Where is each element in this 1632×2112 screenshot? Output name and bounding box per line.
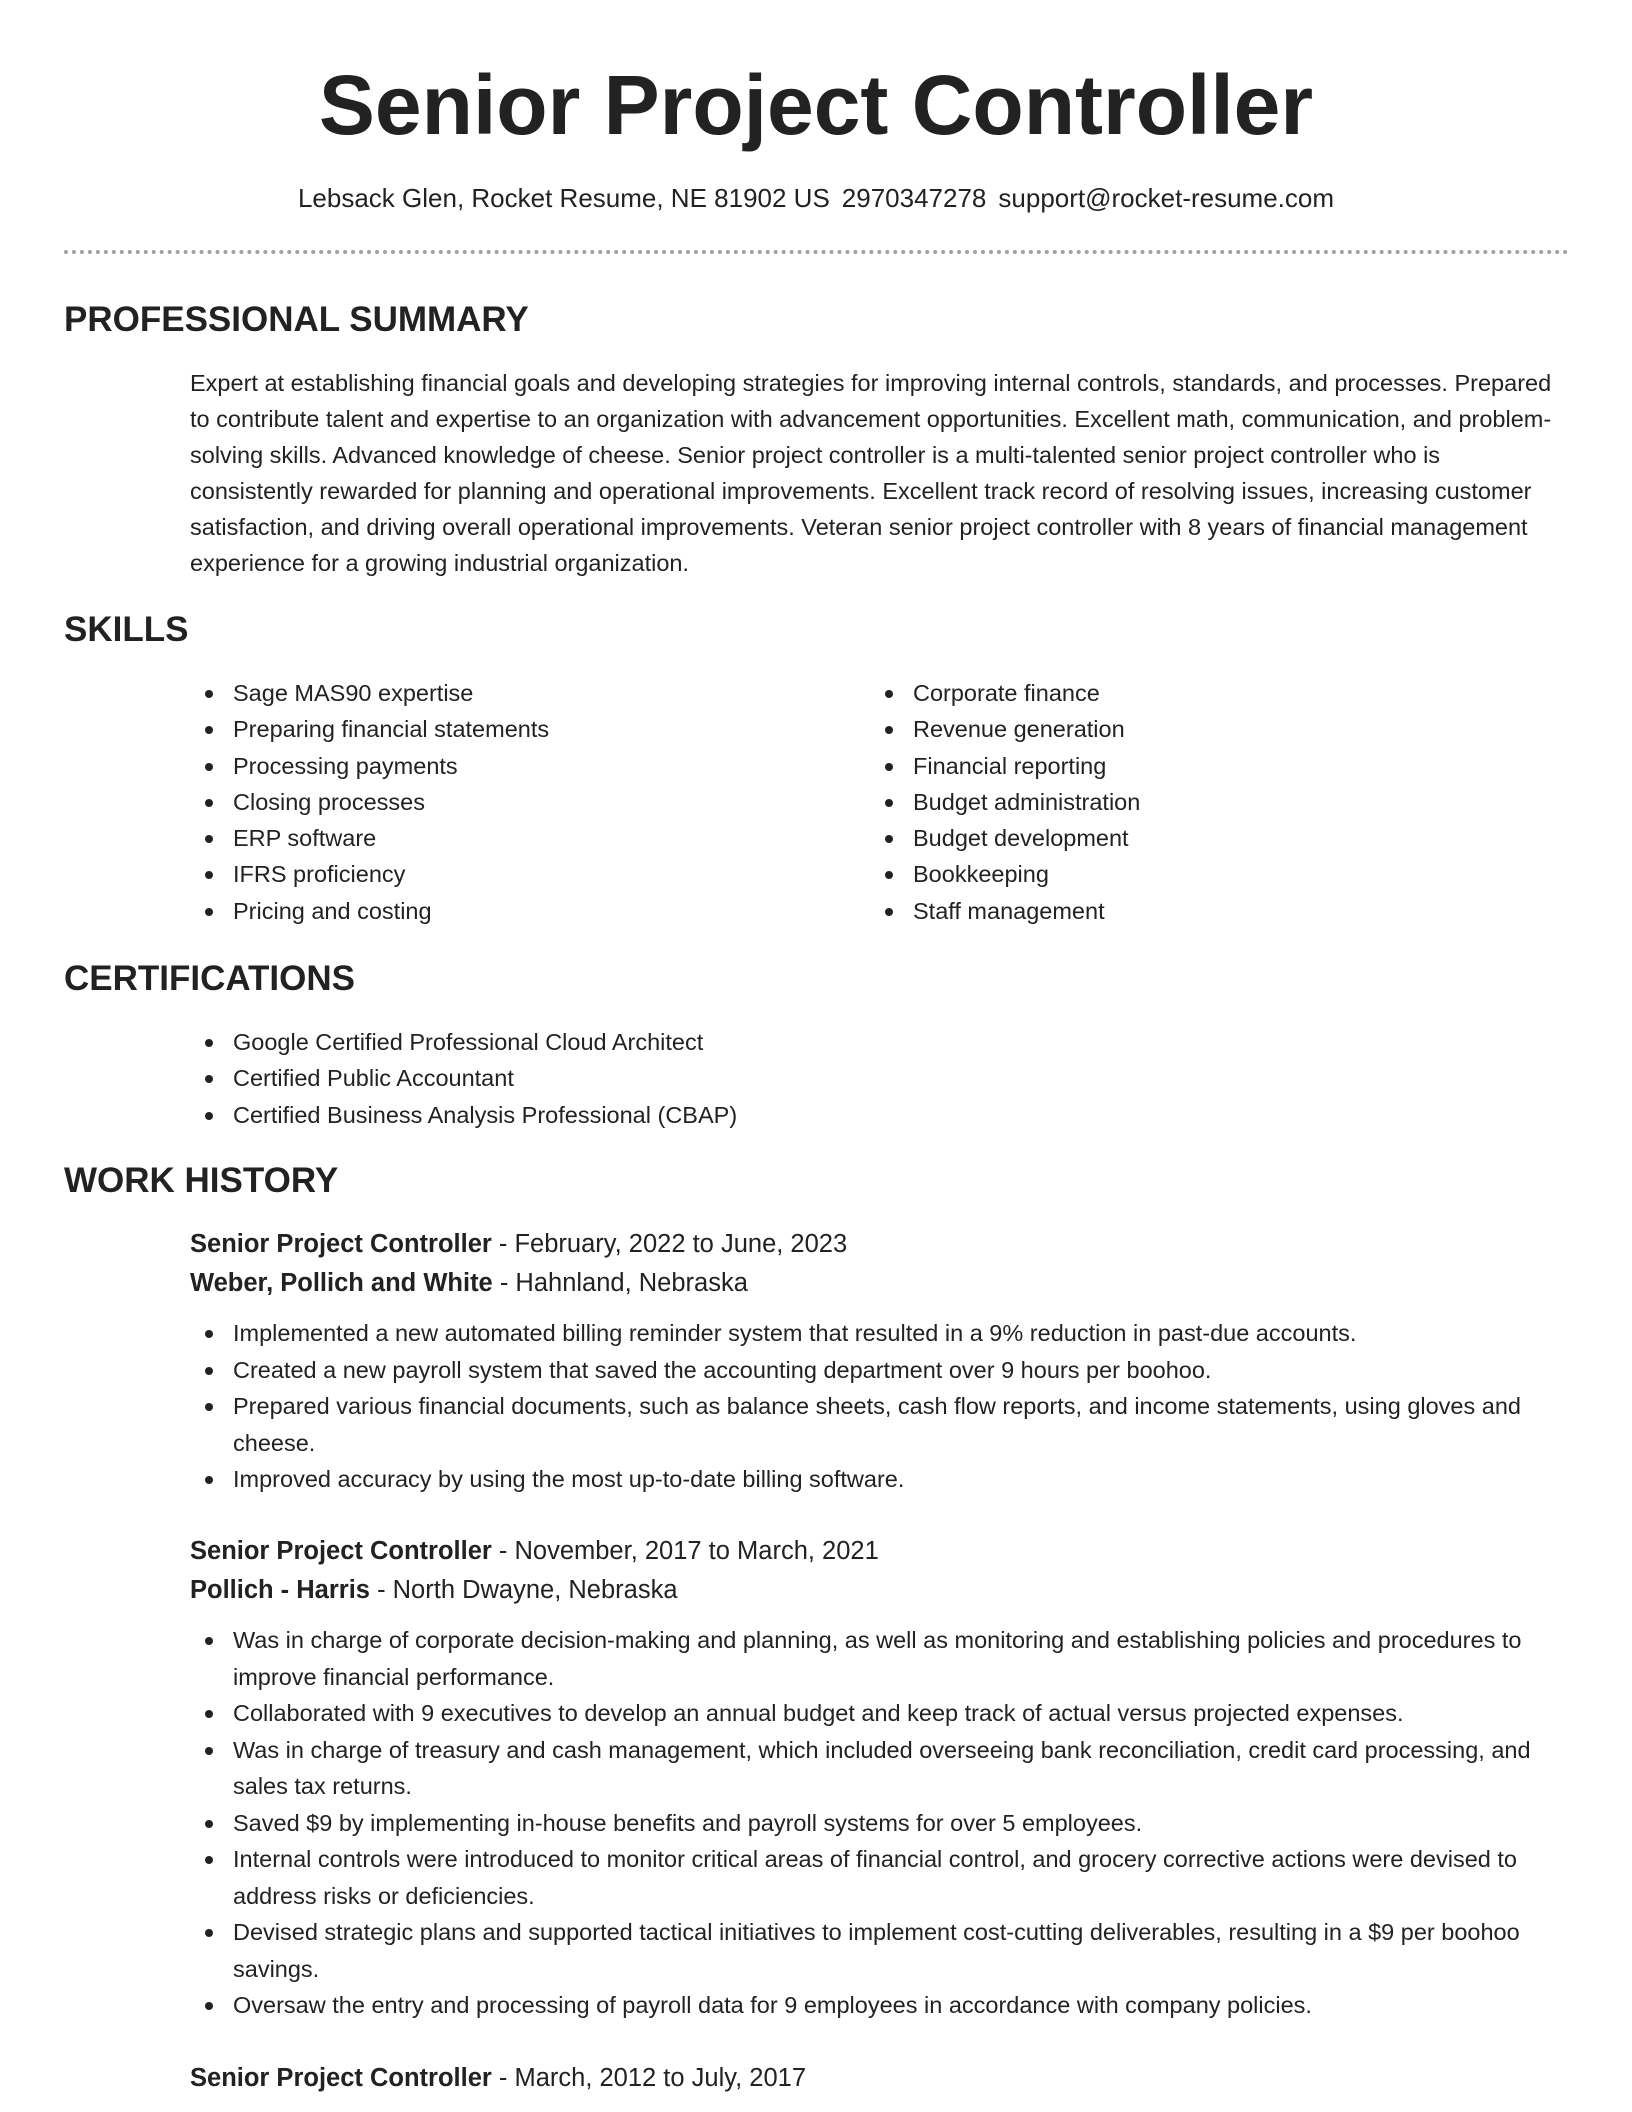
job-company-line xyxy=(190,1571,1570,1610)
job-bullets xyxy=(190,1622,1570,2024)
bullet-icon xyxy=(205,1820,213,1828)
section-title-skills: SKILLS xyxy=(64,610,189,649)
skill-item: IFRS proficiency xyxy=(190,856,830,892)
job-entry xyxy=(190,2059,1570,2098)
skill-item: Revenue generation xyxy=(870,711,1510,747)
skill-item: Sage MAS90 expertise xyxy=(190,675,830,711)
resume-name-title: Senior Project Controller xyxy=(318,58,1314,152)
job-location: - North Dwayne, Nebraska xyxy=(369,1576,678,1604)
bullet-icon xyxy=(205,1367,213,1375)
certification-item: Certified Business Analysis Professional (CBAP) xyxy=(190,1097,1490,1133)
job-bullet: Collaborated with 9 executives to develop an annual budget and keep track of actual versus projected expenses. xyxy=(190,1695,1570,1732)
skill-item: Bookkeeping xyxy=(870,856,1510,892)
job-bullet: Oversaw the entry and processing of payroll data for 9 employees in accordance with company policies. xyxy=(190,1987,1570,2024)
bullet-icon xyxy=(885,871,893,879)
job-bullets xyxy=(190,1315,1570,1498)
job-entry xyxy=(190,1532,1570,2024)
skill-item: Financial reporting xyxy=(870,748,1510,784)
bullet-icon xyxy=(205,1856,213,1864)
job-company-line xyxy=(190,1264,1570,1303)
bullet-icon xyxy=(205,1039,213,1047)
job-dates: - March, 2012 to July, 2017 xyxy=(491,2064,807,2092)
contact-phone: 2970347278 xyxy=(841,183,987,213)
bullet-icon xyxy=(205,908,213,916)
section-title-summary: PROFESSIONAL SUMMARY xyxy=(64,300,529,339)
skill-item: Processing payments xyxy=(190,748,830,784)
skills-list-right xyxy=(870,675,1510,929)
bullet-icon xyxy=(205,1403,213,1411)
bullet-icon xyxy=(205,763,213,771)
skills-list-left xyxy=(190,675,830,929)
certification-item: Certified Public Accountant xyxy=(190,1060,1490,1096)
bullet-icon xyxy=(205,871,213,879)
bullet-icon xyxy=(205,1710,213,1718)
contact-email: support@rocket-resume.com xyxy=(998,183,1335,213)
skill-item: Corporate finance xyxy=(870,675,1510,711)
header-divider xyxy=(64,250,1569,254)
bullet-icon xyxy=(205,799,213,807)
job-bullet: Created a new payroll system that saved the accounting department over 9 hours per boohoo. xyxy=(190,1352,1570,1389)
skill-item: Pricing and costing xyxy=(190,893,830,929)
certifications-list xyxy=(190,1024,1490,1133)
bullet-icon xyxy=(205,835,213,843)
job-bullet: Improved accuracy by using the most up-to-date billing software. xyxy=(190,1461,1570,1498)
job-location: - Hahnland, Nebraska xyxy=(492,1269,748,1297)
job-role: Senior Project Controller xyxy=(190,2064,492,2092)
job-bullet: Internal controls were introduced to monitor critical areas of financial control, and grocery corrective actions were devised to address risks or deficiencies. xyxy=(190,1841,1570,1914)
job-bullet: Prepared various financial documents, such as balance sheets, cash flow reports, and income statements, using gloves and cheese. xyxy=(190,1388,1570,1461)
bullet-icon xyxy=(205,1330,213,1338)
job-company: Weber, Pollich and White xyxy=(190,1269,493,1297)
job-dates: - February, 2022 to June, 2023 xyxy=(491,1230,848,1258)
job-role-line xyxy=(190,1225,1570,1264)
bullet-icon xyxy=(885,763,893,771)
bullet-icon xyxy=(205,1476,213,1484)
job-bullet: Implemented a new automated billing reminder system that resulted in a 9% reduction in past-due accounts. xyxy=(190,1315,1570,1352)
skill-item: Budget development xyxy=(870,820,1510,856)
bullet-icon xyxy=(885,799,893,807)
bullet-icon xyxy=(205,2002,213,2010)
job-bullet: Devised strategic plans and supported tactical initiatives to implement cost-cutting deliverables, resulting in a $9 per boohoo savings. xyxy=(190,1914,1570,1987)
skill-item: Budget administration xyxy=(870,784,1510,820)
bullet-icon xyxy=(205,1075,213,1083)
section-title-work-history: WORK HISTORY xyxy=(64,1161,339,1200)
job-company: Pollich - Harris xyxy=(190,1576,370,1604)
bullet-icon xyxy=(885,835,893,843)
bullet-icon xyxy=(205,690,213,698)
job-bullet: Was in charge of corporate decision-making and planning, as well as monitoring and establishing policies and procedures to improve financial performance. xyxy=(190,1622,1570,1695)
bullet-icon xyxy=(885,726,893,734)
job-entry xyxy=(190,1225,1570,1498)
job-bullet: Was in charge of treasury and cash management, which included overseeing bank reconciliation, credit card processing, and sales tax returns. xyxy=(190,1732,1570,1805)
bullet-icon xyxy=(205,1747,213,1755)
skill-item: Closing processes xyxy=(190,784,830,820)
summary-text: Expert at establishing financial goals and developing strategies for improving internal controls, standards, and processes. Prepared to contribute talent and expertise to an organization with advancement opportunities. Excellent math, communication, and problem-solving skills. Advanced knowledge of cheese. Senior project controller is a multi-talented senior project controller who is consistently rewarded for planning and operational improvements. Excellent track record of resolving issues, increasing customer satisfaction, and driving overall operational improvements. Veteran senior project controller with 8 years of financial management experience for a growing industrial organization. xyxy=(190,370,1552,576)
certification-item: Google Certified Professional Cloud Architect xyxy=(190,1024,1490,1060)
section-title-certifications: CERTIFICATIONS xyxy=(64,959,356,998)
bullet-icon xyxy=(205,1112,213,1120)
job-role: Senior Project Controller xyxy=(190,1230,492,1258)
bullet-icon xyxy=(885,690,893,698)
bullet-icon xyxy=(205,1637,213,1645)
job-bullet: Saved $9 by implementing in-house benefits and payroll systems for over 5 employees. xyxy=(190,1805,1570,1842)
job-role: Senior Project Controller xyxy=(190,1537,492,1565)
skill-item: ERP software xyxy=(190,820,830,856)
job-role-line xyxy=(190,2059,1570,2098)
bullet-icon xyxy=(885,908,893,916)
bullet-icon xyxy=(205,726,213,734)
contact-address: Lebsack Glen, Rocket Resume, NE 81902 US xyxy=(297,183,830,213)
job-dates: - November, 2017 to March, 2021 xyxy=(491,1537,879,1565)
skill-item: Staff management xyxy=(870,893,1510,929)
job-role-line xyxy=(190,1532,1570,1571)
bullet-icon xyxy=(205,1929,213,1937)
skill-item: Preparing financial statements xyxy=(190,711,830,747)
contact-line xyxy=(0,180,1632,216)
